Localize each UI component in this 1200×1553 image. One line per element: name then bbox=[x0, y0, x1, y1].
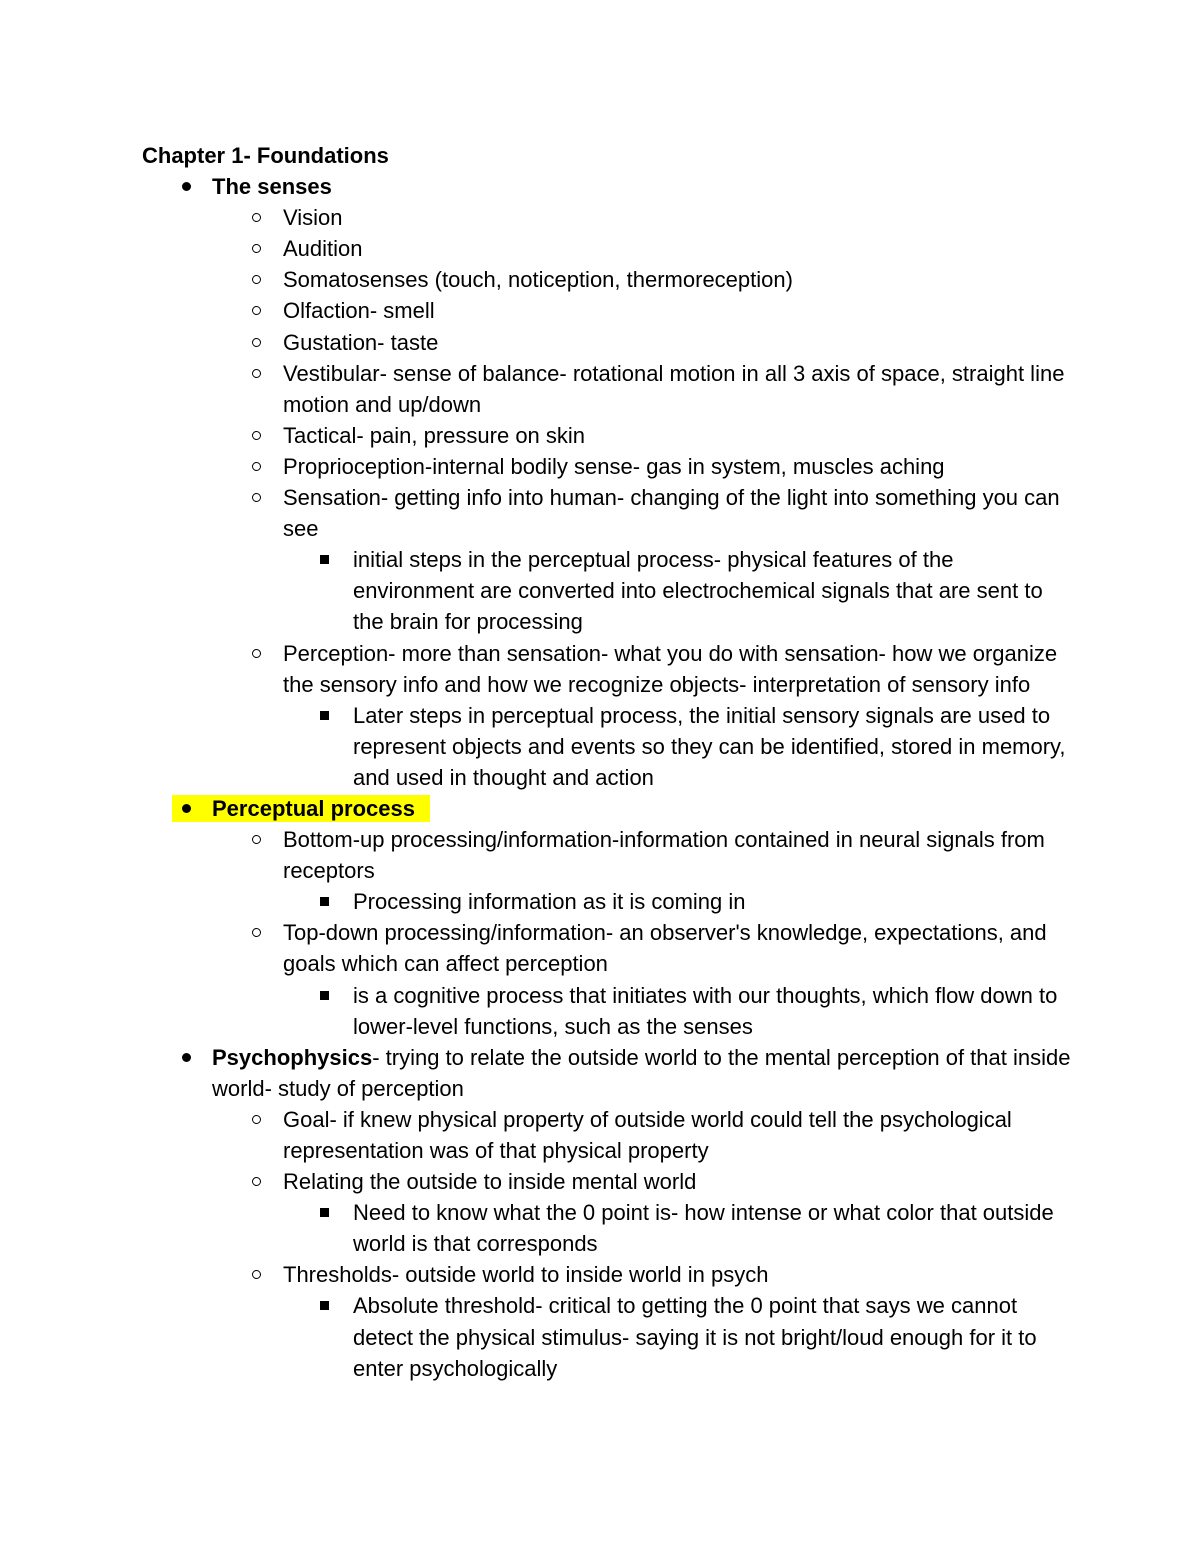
bullet-circle-icon bbox=[246, 482, 266, 513]
bullet-circle-icon bbox=[246, 1166, 266, 1197]
page-title: Chapter 1- Foundations bbox=[142, 143, 389, 168]
sub-list-item: Need to know what the 0 point is- how intense or what color that outside world is that corresponds bbox=[142, 1197, 1072, 1259]
sub-list-item: Absolute threshold- critical to getting the 0 point that says we cannot detect the physical stimulus- saying it is not bright/loud enough for it to enter psychologically bbox=[142, 1290, 1072, 1383]
list-item: Gustation- taste bbox=[142, 327, 1072, 358]
bullet-circle-icon bbox=[246, 358, 266, 389]
sub-list-item: Later steps in perceptual process, the initial sensory signals are used to represent objects and events so they can be identified, stored in memory, and used in thought and action bbox=[142, 700, 1072, 793]
sub-list-item: Processing information as it is coming in bbox=[142, 886, 1072, 917]
bullet-square-icon bbox=[314, 886, 334, 917]
list-item: Perception- more than sensation- what you do with sensation- how we organize the sensory info and how we recognize objects- interpretation of sensory info bbox=[142, 638, 1072, 700]
list-item: Somatosenses (touch, notiception, thermoreception) bbox=[142, 264, 1072, 295]
sub-list-item: initial steps in the perceptual process- physical features of the environment are converted into electrochemical signals that are sent to the brain for processing bbox=[142, 544, 1072, 637]
section-heading-perceptual-process: Perceptual process bbox=[142, 793, 1072, 824]
bullet-circle-icon bbox=[246, 1104, 266, 1135]
bullet-circle-icon bbox=[246, 917, 266, 948]
list-item: Audition bbox=[142, 233, 1072, 264]
bullet-circle-icon bbox=[246, 824, 266, 855]
bullet-circle-icon bbox=[246, 451, 266, 482]
bullet-square-icon bbox=[314, 544, 334, 575]
list-item: Thresholds- outside world to inside world in psych bbox=[142, 1259, 1072, 1290]
list-item: Sensation- getting info into human- changing of the light into something you can see bbox=[142, 482, 1072, 544]
list-item: Relating the outside to inside mental world bbox=[142, 1166, 1072, 1197]
bullet-circle-icon bbox=[246, 295, 266, 326]
bullet-disc-icon bbox=[176, 171, 196, 202]
document-body bbox=[142, 140, 1072, 1384]
bullet-square-icon bbox=[314, 980, 334, 1011]
bullet-square-icon bbox=[314, 1197, 334, 1228]
list-item: Vestibular- sense of balance- rotational motion in all 3 axis of space, straight line motion and up/down bbox=[142, 358, 1072, 420]
bullet-circle-icon bbox=[246, 638, 266, 669]
list-item: Goal- if knew physical property of outside world could tell the psychological representation was of that physical property bbox=[142, 1104, 1072, 1166]
sub-list-item: is a cognitive process that initiates with our thoughts, which flow down to lower-level functions, such as the senses bbox=[142, 980, 1072, 1042]
list-item: Proprioception-internal bodily sense- gas in system, muscles aching bbox=[142, 451, 1072, 482]
list-item: Olfaction- smell bbox=[142, 295, 1072, 326]
list-item: Vision bbox=[142, 202, 1072, 233]
bullet-circle-icon bbox=[246, 1259, 266, 1290]
bullet-circle-icon bbox=[246, 233, 266, 264]
bullet-disc-icon bbox=[176, 1042, 196, 1073]
list-item: Top-down processing/information- an observer's knowledge, expectations, and goals which can affect perception bbox=[142, 917, 1072, 979]
list-item: Bottom-up processing/information-information contained in neural signals from receptors bbox=[142, 824, 1072, 886]
bullet-disc-icon bbox=[176, 793, 196, 824]
bullet-circle-icon bbox=[246, 420, 266, 451]
section-heading-psychophysics: Psychophysics- trying to relate the outside world to the mental perception of that inside world- study of perception bbox=[142, 1042, 1072, 1104]
list-item: Tactical- pain, pressure on skin bbox=[142, 420, 1072, 451]
bullet-circle-icon bbox=[246, 264, 266, 295]
bullet-square-icon bbox=[314, 700, 334, 731]
bullet-square-icon bbox=[314, 1290, 334, 1321]
section-heading-senses: The senses bbox=[142, 171, 1072, 202]
bullet-circle-icon bbox=[246, 327, 266, 358]
bullet-circle-icon bbox=[246, 202, 266, 233]
